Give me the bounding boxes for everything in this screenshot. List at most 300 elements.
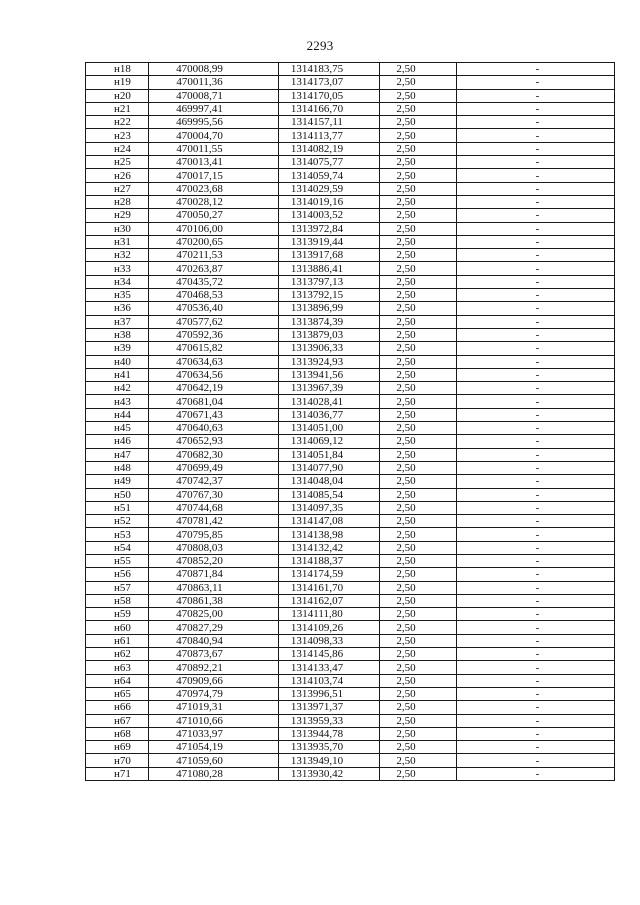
- y-coordinate-cell: 1313886,41: [279, 262, 380, 275]
- table-row: [86, 621, 615, 634]
- point-name-cell: н34: [86, 275, 149, 288]
- table-row: [86, 581, 615, 594]
- table-row: [86, 634, 615, 647]
- table-row: [86, 328, 615, 341]
- note-cell: -: [457, 169, 615, 182]
- note-cell: -: [457, 727, 615, 740]
- point-name-cell: н60: [86, 621, 149, 634]
- x-coordinate-cell: 470011,36: [149, 76, 279, 89]
- y-coordinate-cell: 1314133,47: [279, 661, 380, 674]
- table-row: [86, 315, 615, 328]
- point-name-cell: н43: [86, 395, 149, 408]
- y-coordinate-cell: 1313797,13: [279, 275, 380, 288]
- point-name-cell: н69: [86, 741, 149, 754]
- x-coordinate-cell: 470642,19: [149, 382, 279, 395]
- accuracy-cell: 2,50: [380, 541, 457, 554]
- x-coordinate-cell: 470004,70: [149, 129, 279, 142]
- y-coordinate-cell: 1313949,10: [279, 754, 380, 767]
- point-name-cell: н22: [86, 116, 149, 129]
- x-coordinate-cell: 471080,28: [149, 767, 279, 780]
- table-row: [86, 714, 615, 727]
- note-cell: -: [457, 515, 615, 528]
- point-name-cell: н21: [86, 102, 149, 115]
- x-coordinate-cell: 470023,68: [149, 182, 279, 195]
- table-row: [86, 275, 615, 288]
- accuracy-cell: 2,50: [380, 408, 457, 421]
- point-name-cell: н68: [86, 727, 149, 740]
- accuracy-cell: 2,50: [380, 235, 457, 248]
- table-row: [86, 687, 615, 700]
- x-coordinate-cell: 470871,84: [149, 568, 279, 581]
- point-name-cell: н42: [86, 382, 149, 395]
- y-coordinate-cell: 1313879,03: [279, 328, 380, 341]
- x-coordinate-cell: 470863,11: [149, 581, 279, 594]
- table-row: [86, 568, 615, 581]
- x-coordinate-cell: 470892,21: [149, 661, 279, 674]
- accuracy-cell: 2,50: [380, 182, 457, 195]
- accuracy-cell: 2,50: [380, 169, 457, 182]
- y-coordinate-cell: 1314109,26: [279, 621, 380, 634]
- note-cell: -: [457, 275, 615, 288]
- point-name-cell: н37: [86, 315, 149, 328]
- accuracy-cell: 2,50: [380, 422, 457, 435]
- coordinates-table: [85, 62, 615, 781]
- point-name-cell: н63: [86, 661, 149, 674]
- x-coordinate-cell: 470742,37: [149, 475, 279, 488]
- x-coordinate-cell: 470861,38: [149, 594, 279, 607]
- y-coordinate-cell: 1314173,07: [279, 76, 380, 89]
- y-coordinate-cell: 1314082,19: [279, 142, 380, 155]
- note-cell: -: [457, 63, 615, 76]
- note-cell: -: [457, 342, 615, 355]
- note-cell: -: [457, 302, 615, 315]
- table-row: [86, 382, 615, 395]
- y-coordinate-cell: 1313996,51: [279, 687, 380, 700]
- accuracy-cell: 2,50: [380, 608, 457, 621]
- note-cell: -: [457, 116, 615, 129]
- point-name-cell: н55: [86, 554, 149, 567]
- point-name-cell: н29: [86, 209, 149, 222]
- x-coordinate-cell: 470028,12: [149, 195, 279, 208]
- point-name-cell: н19: [86, 76, 149, 89]
- point-name-cell: н62: [86, 648, 149, 661]
- x-coordinate-cell: 470840,94: [149, 634, 279, 647]
- note-cell: -: [457, 634, 615, 647]
- point-name-cell: н27: [86, 182, 149, 195]
- point-name-cell: н39: [86, 342, 149, 355]
- accuracy-cell: 2,50: [380, 129, 457, 142]
- note-cell: -: [457, 76, 615, 89]
- point-name-cell: н71: [86, 767, 149, 780]
- point-name-cell: н25: [86, 156, 149, 169]
- accuracy-cell: 2,50: [380, 102, 457, 115]
- table-row: [86, 129, 615, 142]
- x-coordinate-cell: 470744,68: [149, 501, 279, 514]
- y-coordinate-cell: 1314170,05: [279, 89, 380, 102]
- table-row: [86, 661, 615, 674]
- x-coordinate-cell: 470682,30: [149, 448, 279, 461]
- x-coordinate-cell: 470909,66: [149, 674, 279, 687]
- note-cell: -: [457, 767, 615, 780]
- accuracy-cell: 2,50: [380, 116, 457, 129]
- y-coordinate-cell: 1314059,74: [279, 169, 380, 182]
- y-coordinate-cell: 1313906,33: [279, 342, 380, 355]
- y-coordinate-cell: 1314111,80: [279, 608, 380, 621]
- point-name-cell: н30: [86, 222, 149, 235]
- table-row: [86, 435, 615, 448]
- y-coordinate-cell: 1313935,70: [279, 741, 380, 754]
- table-row: [86, 674, 615, 687]
- y-coordinate-cell: 1314183,75: [279, 63, 380, 76]
- table-row: [86, 741, 615, 754]
- point-name-cell: н59: [86, 608, 149, 621]
- y-coordinate-cell: 1313972,84: [279, 222, 380, 235]
- x-coordinate-cell: 470263,87: [149, 262, 279, 275]
- note-cell: -: [457, 687, 615, 700]
- x-coordinate-cell: 470634,63: [149, 355, 279, 368]
- table-row: [86, 528, 615, 541]
- table-row: [86, 448, 615, 461]
- accuracy-cell: 2,50: [380, 727, 457, 740]
- point-name-cell: н53: [86, 528, 149, 541]
- point-name-cell: н20: [86, 89, 149, 102]
- x-coordinate-cell: 470017,15: [149, 169, 279, 182]
- note-cell: -: [457, 382, 615, 395]
- accuracy-cell: 2,50: [380, 289, 457, 302]
- note-cell: -: [457, 541, 615, 554]
- point-name-cell: н35: [86, 289, 149, 302]
- table-row: [86, 395, 615, 408]
- point-name-cell: н46: [86, 435, 149, 448]
- coordinates-table-body: [86, 63, 615, 781]
- x-coordinate-cell: 470652,93: [149, 435, 279, 448]
- note-cell: -: [457, 422, 615, 435]
- page-number: 2293: [306, 38, 334, 53]
- x-coordinate-cell: 470592,36: [149, 328, 279, 341]
- y-coordinate-cell: 1314174,59: [279, 568, 380, 581]
- y-coordinate-cell: 1314077,90: [279, 461, 380, 474]
- y-coordinate-cell: 1314113,77: [279, 129, 380, 142]
- x-coordinate-cell: 470795,85: [149, 528, 279, 541]
- note-cell: -: [457, 701, 615, 714]
- point-name-cell: н47: [86, 448, 149, 461]
- y-coordinate-cell: 1314157,11: [279, 116, 380, 129]
- accuracy-cell: 2,50: [380, 448, 457, 461]
- accuracy-cell: 2,50: [380, 554, 457, 567]
- y-coordinate-cell: 1314051,84: [279, 448, 380, 461]
- x-coordinate-cell: 470008,71: [149, 89, 279, 102]
- accuracy-cell: 2,50: [380, 674, 457, 687]
- note-cell: -: [457, 581, 615, 594]
- point-name-cell: н36: [86, 302, 149, 315]
- point-name-cell: н50: [86, 488, 149, 501]
- x-coordinate-cell: 470106,00: [149, 222, 279, 235]
- table-row: [86, 541, 615, 554]
- x-coordinate-cell: 470634,56: [149, 368, 279, 381]
- x-coordinate-cell: 470468,53: [149, 289, 279, 302]
- y-coordinate-cell: 1314138,98: [279, 528, 380, 541]
- accuracy-cell: 2,50: [380, 76, 457, 89]
- accuracy-cell: 2,50: [380, 209, 457, 222]
- note-cell: -: [457, 568, 615, 581]
- accuracy-cell: 2,50: [380, 594, 457, 607]
- note-cell: -: [457, 195, 615, 208]
- accuracy-cell: 2,50: [380, 687, 457, 700]
- x-coordinate-cell: 469995,56: [149, 116, 279, 129]
- table-row: [86, 608, 615, 621]
- table-row: [86, 235, 615, 248]
- table-row: [86, 767, 615, 780]
- accuracy-cell: 2,50: [380, 767, 457, 780]
- y-coordinate-cell: 1314028,41: [279, 395, 380, 408]
- note-cell: -: [457, 395, 615, 408]
- table-row: [86, 302, 615, 315]
- y-coordinate-cell: 1314019,16: [279, 195, 380, 208]
- point-name-cell: н66: [86, 701, 149, 714]
- x-coordinate-cell: 471033,97: [149, 727, 279, 740]
- x-coordinate-cell: 470211,53: [149, 249, 279, 262]
- table-row: [86, 182, 615, 195]
- y-coordinate-cell: 1313792,15: [279, 289, 380, 302]
- x-coordinate-cell: 470767,30: [149, 488, 279, 501]
- x-coordinate-cell: 470050,27: [149, 209, 279, 222]
- accuracy-cell: 2,50: [380, 648, 457, 661]
- table-row: [86, 368, 615, 381]
- table-row: [86, 262, 615, 275]
- x-coordinate-cell: 469997,41: [149, 102, 279, 115]
- accuracy-cell: 2,50: [380, 661, 457, 674]
- note-cell: -: [457, 315, 615, 328]
- y-coordinate-cell: 1313919,44: [279, 235, 380, 248]
- accuracy-cell: 2,50: [380, 475, 457, 488]
- accuracy-cell: 2,50: [380, 382, 457, 395]
- y-coordinate-cell: 1314085,54: [279, 488, 380, 501]
- point-name-cell: н57: [86, 581, 149, 594]
- y-coordinate-cell: 1313924,93: [279, 355, 380, 368]
- point-name-cell: н31: [86, 235, 149, 248]
- accuracy-cell: 2,50: [380, 634, 457, 647]
- point-name-cell: н48: [86, 461, 149, 474]
- x-coordinate-cell: 470873,67: [149, 648, 279, 661]
- note-cell: -: [457, 235, 615, 248]
- x-coordinate-cell: 470699,49: [149, 461, 279, 474]
- table-row: [86, 76, 615, 89]
- table-row: [86, 488, 615, 501]
- x-coordinate-cell: 470200,65: [149, 235, 279, 248]
- x-coordinate-cell: 470615,82: [149, 342, 279, 355]
- x-coordinate-cell: 470974,79: [149, 687, 279, 700]
- note-cell: -: [457, 714, 615, 727]
- x-coordinate-cell: 470577,62: [149, 315, 279, 328]
- table-row: [86, 754, 615, 767]
- point-name-cell: н67: [86, 714, 149, 727]
- note-cell: -: [457, 142, 615, 155]
- table-row: [86, 727, 615, 740]
- point-name-cell: н33: [86, 262, 149, 275]
- accuracy-cell: 2,50: [380, 355, 457, 368]
- point-name-cell: н64: [86, 674, 149, 687]
- note-cell: -: [457, 129, 615, 142]
- y-coordinate-cell: 1314132,42: [279, 541, 380, 554]
- accuracy-cell: 2,50: [380, 302, 457, 315]
- point-name-cell: н23: [86, 129, 149, 142]
- y-coordinate-cell: 1314161,70: [279, 581, 380, 594]
- point-name-cell: н49: [86, 475, 149, 488]
- x-coordinate-cell: 470827,29: [149, 621, 279, 634]
- accuracy-cell: 2,50: [380, 621, 457, 634]
- x-coordinate-cell: 470781,42: [149, 515, 279, 528]
- y-coordinate-cell: 1314147,08: [279, 515, 380, 528]
- point-name-cell: н28: [86, 195, 149, 208]
- note-cell: -: [457, 156, 615, 169]
- point-name-cell: н56: [86, 568, 149, 581]
- accuracy-cell: 2,50: [380, 515, 457, 528]
- y-coordinate-cell: 1314051,00: [279, 422, 380, 435]
- point-name-cell: н54: [86, 541, 149, 554]
- table-row: [86, 355, 615, 368]
- accuracy-cell: 2,50: [380, 395, 457, 408]
- note-cell: -: [457, 528, 615, 541]
- note-cell: -: [457, 368, 615, 381]
- note-cell: -: [457, 501, 615, 514]
- table-row: [86, 195, 615, 208]
- note-cell: -: [457, 182, 615, 195]
- y-coordinate-cell: 1314003,52: [279, 209, 380, 222]
- accuracy-cell: 2,50: [380, 328, 457, 341]
- point-name-cell: н41: [86, 368, 149, 381]
- x-coordinate-cell: 470671,43: [149, 408, 279, 421]
- x-coordinate-cell: 470808,03: [149, 541, 279, 554]
- note-cell: -: [457, 608, 615, 621]
- point-name-cell: н65: [86, 687, 149, 700]
- x-coordinate-cell: 470013,41: [149, 156, 279, 169]
- note-cell: -: [457, 554, 615, 567]
- note-cell: -: [457, 448, 615, 461]
- table-row: [86, 209, 615, 222]
- note-cell: -: [457, 328, 615, 341]
- point-name-cell: н32: [86, 249, 149, 262]
- note-cell: -: [457, 289, 615, 302]
- accuracy-cell: 2,50: [380, 488, 457, 501]
- note-cell: -: [457, 89, 615, 102]
- accuracy-cell: 2,50: [380, 249, 457, 262]
- x-coordinate-cell: 470852,20: [149, 554, 279, 567]
- accuracy-cell: 2,50: [380, 342, 457, 355]
- table-row: [86, 422, 615, 435]
- note-cell: -: [457, 222, 615, 235]
- x-coordinate-cell: 470536,40: [149, 302, 279, 315]
- point-name-cell: н24: [86, 142, 149, 155]
- table-row: [86, 461, 615, 474]
- point-name-cell: н61: [86, 634, 149, 647]
- table-row: [86, 594, 615, 607]
- y-coordinate-cell: 1314162,07: [279, 594, 380, 607]
- table-row: [86, 142, 615, 155]
- point-name-cell: н26: [86, 169, 149, 182]
- accuracy-cell: 2,50: [380, 156, 457, 169]
- accuracy-cell: 2,50: [380, 568, 457, 581]
- accuracy-cell: 2,50: [380, 63, 457, 76]
- point-name-cell: н70: [86, 754, 149, 767]
- point-name-cell: н38: [86, 328, 149, 341]
- y-coordinate-cell: 1314036,77: [279, 408, 380, 421]
- accuracy-cell: 2,50: [380, 435, 457, 448]
- point-name-cell: н45: [86, 422, 149, 435]
- note-cell: -: [457, 209, 615, 222]
- y-coordinate-cell: 1313941,56: [279, 368, 380, 381]
- note-cell: -: [457, 661, 615, 674]
- note-cell: -: [457, 488, 615, 501]
- note-cell: -: [457, 408, 615, 421]
- accuracy-cell: 2,50: [380, 142, 457, 155]
- note-cell: -: [457, 102, 615, 115]
- accuracy-cell: 2,50: [380, 701, 457, 714]
- table-row: [86, 701, 615, 714]
- table-row: [86, 554, 615, 567]
- y-coordinate-cell: 1314069,12: [279, 435, 380, 448]
- table-row: [86, 156, 615, 169]
- x-coordinate-cell: 471010,66: [149, 714, 279, 727]
- accuracy-cell: 2,50: [380, 222, 457, 235]
- note-cell: -: [457, 741, 615, 754]
- accuracy-cell: 2,50: [380, 275, 457, 288]
- x-coordinate-cell: 470825,00: [149, 608, 279, 621]
- accuracy-cell: 2,50: [380, 195, 457, 208]
- y-coordinate-cell: 1313944,78: [279, 727, 380, 740]
- point-name-cell: н58: [86, 594, 149, 607]
- note-cell: -: [457, 249, 615, 262]
- note-cell: -: [457, 594, 615, 607]
- note-cell: -: [457, 475, 615, 488]
- y-coordinate-cell: 1314098,33: [279, 634, 380, 647]
- x-coordinate-cell: 471019,31: [149, 701, 279, 714]
- table-row: [86, 89, 615, 102]
- y-coordinate-cell: 1314048,04: [279, 475, 380, 488]
- accuracy-cell: 2,50: [380, 754, 457, 767]
- y-coordinate-cell: 1314188,37: [279, 554, 380, 567]
- table-row: [86, 515, 615, 528]
- y-coordinate-cell: 1313874,39: [279, 315, 380, 328]
- note-cell: -: [457, 754, 615, 767]
- table-row: [86, 116, 615, 129]
- note-cell: -: [457, 674, 615, 687]
- note-cell: -: [457, 262, 615, 275]
- table-row: [86, 222, 615, 235]
- table-row: [86, 408, 615, 421]
- y-coordinate-cell: 1313971,37: [279, 701, 380, 714]
- accuracy-cell: 2,50: [380, 461, 457, 474]
- x-coordinate-cell: 471059,60: [149, 754, 279, 767]
- y-coordinate-cell: 1313959,33: [279, 714, 380, 727]
- note-cell: -: [457, 621, 615, 634]
- point-name-cell: н44: [86, 408, 149, 421]
- y-coordinate-cell: 1314166,70: [279, 102, 380, 115]
- x-coordinate-cell: 470640,63: [149, 422, 279, 435]
- y-coordinate-cell: 1314103,74: [279, 674, 380, 687]
- y-coordinate-cell: 1313896,99: [279, 302, 380, 315]
- x-coordinate-cell: 471054,19: [149, 741, 279, 754]
- accuracy-cell: 2,50: [380, 89, 457, 102]
- y-coordinate-cell: 1313930,42: [279, 767, 380, 780]
- accuracy-cell: 2,50: [380, 262, 457, 275]
- note-cell: -: [457, 355, 615, 368]
- y-coordinate-cell: 1314075,77: [279, 156, 380, 169]
- table-row: [86, 63, 615, 76]
- accuracy-cell: 2,50: [380, 528, 457, 541]
- table-row: [86, 648, 615, 661]
- accuracy-cell: 2,50: [380, 315, 457, 328]
- note-cell: -: [457, 648, 615, 661]
